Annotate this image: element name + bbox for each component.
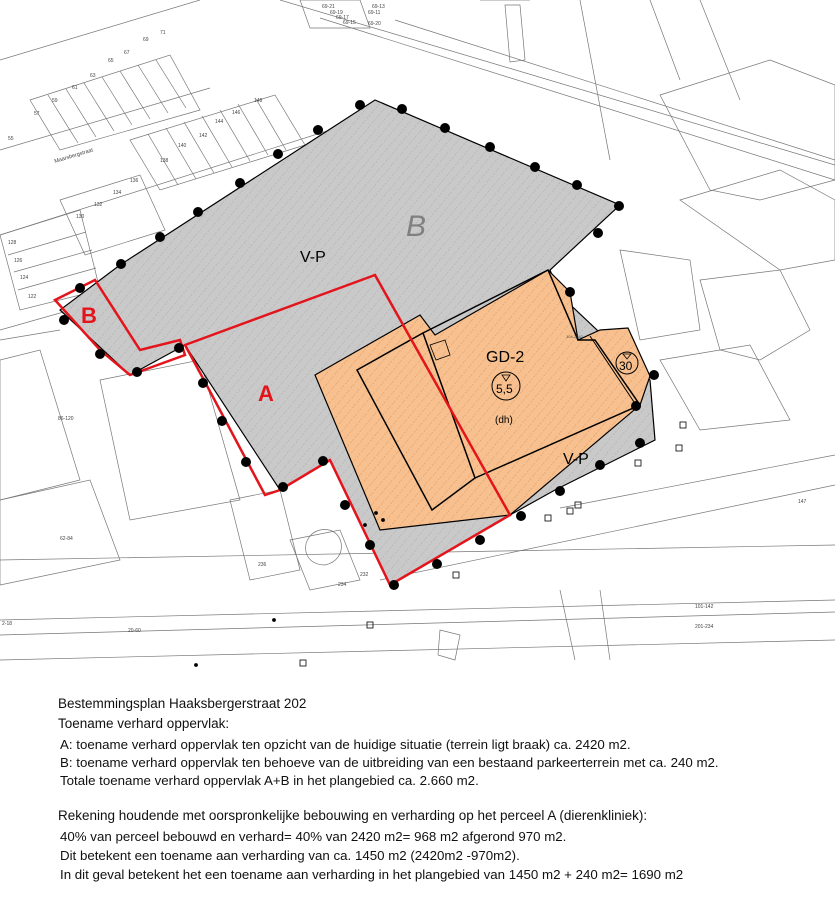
- map-symbol: [545, 515, 551, 521]
- caption-para2-title: Rekening houdende met oorspronkelijke bebouwing en verharding op het perceel A (dierenkliniek):: [58, 808, 648, 823]
- boundary-dot: [516, 511, 526, 521]
- house-number: 69: [143, 37, 149, 43]
- zone-label-b: B: [81, 303, 97, 328]
- house-number: 130: [76, 214, 85, 220]
- height-value: 5,5: [496, 382, 513, 396]
- house-number: 138: [160, 158, 169, 164]
- boundary-dot: [193, 207, 203, 217]
- caption-title: Bestemmingsplan Haaksbergerstraat 202: [58, 696, 307, 711]
- house-number: 69-11: [368, 10, 381, 16]
- boundary-dot: [440, 123, 450, 133]
- house-number: 101-142: [695, 604, 714, 610]
- boundary-dot: [593, 228, 603, 238]
- house-number: 144: [215, 119, 224, 125]
- boundary-dot: [432, 559, 442, 569]
- boundary-dot: [614, 201, 624, 211]
- boundary-dot: [365, 540, 375, 550]
- street-name: Maarsbergstraat: [53, 147, 94, 165]
- boundary-dot: [116, 259, 126, 269]
- boundary-dot: [631, 401, 641, 411]
- house-number: 59: [52, 98, 58, 104]
- zone-label-vp-top: V-P: [300, 249, 326, 266]
- boundary-dot: [198, 378, 208, 388]
- house-number: 69-20: [368, 21, 381, 27]
- house-number: 136: [130, 178, 139, 184]
- map-symbol: [567, 508, 573, 514]
- house-number: 20-60: [128, 628, 141, 634]
- boundary-dot: [389, 580, 399, 590]
- map-symbol: [453, 572, 459, 578]
- map-symbol: [382, 519, 385, 522]
- map-symbol: [375, 512, 378, 515]
- boundary-dot: [217, 416, 227, 426]
- boundary-dot: [340, 500, 350, 510]
- house-number: 69-19: [330, 10, 343, 16]
- map-symbol: [676, 445, 682, 451]
- house-number: 69-21: [322, 4, 335, 10]
- house-number: 146: [232, 110, 241, 116]
- boundary-dot: [565, 287, 575, 297]
- house-number: 57: [34, 111, 40, 117]
- house-number: 147: [798, 499, 807, 505]
- boundary-dot: [75, 283, 85, 293]
- house-number: 67: [124, 50, 130, 56]
- house-number: 126: [14, 258, 23, 264]
- boundary-dot: [595, 460, 605, 470]
- caption-para2-line3: In dit geval betekent het een toename aan verharding in het plangebied van 1450 m2 + 240 m2= 1690 m2: [60, 867, 684, 882]
- boundary-dot: [273, 149, 283, 159]
- caption-para2-line1: 40% van perceel bebouwd en verhard= 40% van 2420 m2= 968 m2 afgerond 970 m2.: [60, 829, 567, 844]
- house-number: 61: [72, 85, 78, 91]
- boundary-dot: [313, 125, 323, 135]
- house-number: 55: [8, 136, 14, 142]
- house-number: 134: [113, 190, 122, 196]
- map-symbol: [195, 664, 198, 667]
- zone-label-b-grey: B: [406, 210, 427, 243]
- house-number: 71: [160, 30, 166, 36]
- boundary-dot: [475, 535, 485, 545]
- house-number: 63: [90, 73, 96, 79]
- caption-line-a: A: toename verhard oppervlak ten opzicht van de huidige situatie (terrein ligt braak) ca. 2420 m2.: [60, 737, 631, 752]
- house-number: 69-15: [343, 20, 356, 26]
- height-value: 30: [619, 359, 633, 373]
- map-symbol: [680, 422, 686, 428]
- boundary-dot: [397, 104, 407, 114]
- zone-label-a: A: [258, 381, 274, 406]
- house-number: 148: [254, 98, 263, 104]
- boundary-dot: [174, 343, 184, 353]
- house-number: 142: [199, 133, 208, 139]
- house-number: 124: [20, 275, 29, 281]
- map-symbol: [364, 524, 367, 527]
- boundary-dot: [355, 100, 365, 110]
- caption-line-b: B: toename verhard oppervlak ten behoeve van de uitbreiding van een bestaand parkeerterrein met ca. 240 m2.: [60, 755, 719, 770]
- house-number: 201-234: [695, 624, 714, 630]
- small-code-label: 104-2542: [566, 334, 583, 339]
- map-symbol: [635, 460, 641, 466]
- boundary-dot: [318, 456, 328, 466]
- boundary-dot: [572, 180, 582, 190]
- boundary-dot: [95, 349, 105, 359]
- house-number: 140: [178, 143, 187, 149]
- boundary-dot: [555, 486, 565, 496]
- boundary-dot: [59, 315, 69, 325]
- boundary-dot: [530, 162, 540, 172]
- zone-label-gd2: GD-2: [486, 349, 525, 366]
- height-dh: (dh): [495, 415, 513, 426]
- map-symbol: [273, 619, 276, 622]
- boundary-dot: [635, 438, 645, 448]
- house-number: 132: [94, 202, 103, 208]
- house-number: 234: [338, 582, 347, 588]
- caption-subtitle: Toename verhard oppervlak:: [58, 716, 230, 731]
- house-number: 69-13: [372, 4, 385, 10]
- house-number: 2-18: [2, 621, 13, 627]
- house-number: 128: [8, 240, 17, 246]
- house-number: 65: [108, 58, 114, 64]
- house-number: 62-84: [60, 536, 73, 542]
- boundary-dot: [155, 232, 165, 242]
- house-number: 69-17: [336, 15, 349, 21]
- boundary-dot: [649, 370, 659, 380]
- zone-label-vp-bottom: V-P: [563, 451, 589, 468]
- house-number: 122: [28, 294, 37, 300]
- house-number: 236: [258, 562, 267, 568]
- boundary-dot: [278, 482, 288, 492]
- house-number: 86-120: [58, 416, 74, 422]
- boundary-dot: [132, 367, 142, 377]
- caption-line-total: Totale toename verhard oppervlak A+B in het plangebied ca. 2.660 m2.: [60, 773, 479, 788]
- boundary-dot: [485, 142, 495, 152]
- boundary-dot: [241, 457, 251, 467]
- caption-para2-line2: Dit betekent een toename aan verharding van ca. 1450 m2 (2420m2 -970m2).: [60, 848, 520, 863]
- house-number: 232: [360, 572, 369, 578]
- boundary-dot: [235, 178, 245, 188]
- map-symbol: [300, 660, 306, 666]
